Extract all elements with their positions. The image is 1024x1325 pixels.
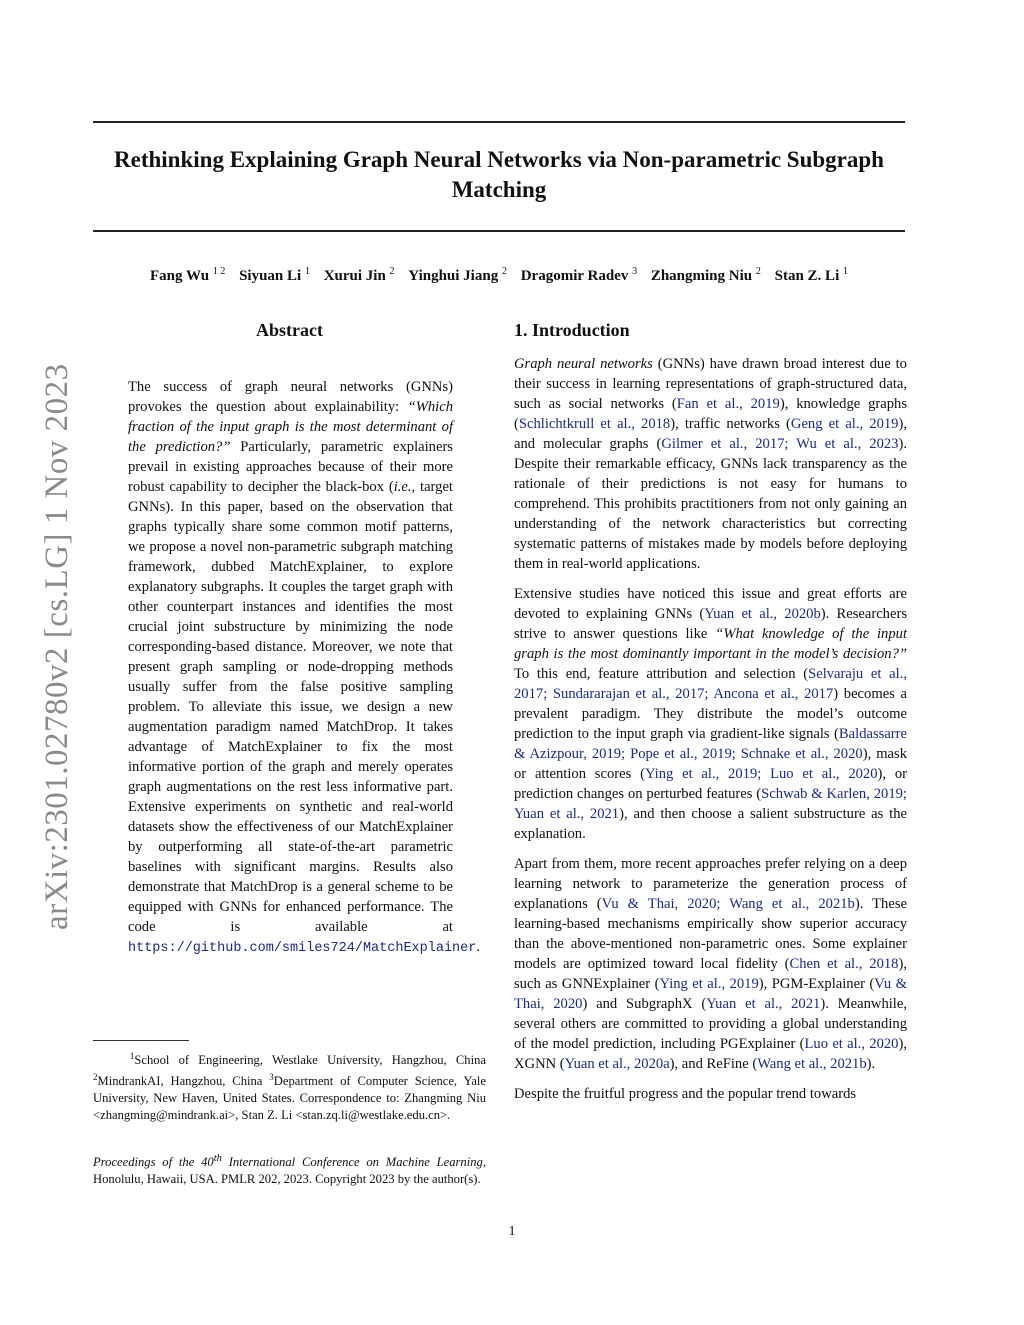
citation-link[interactable]: Chen et al., 2018 — [789, 956, 899, 972]
citation-link[interactable]: Yuan et al., 2020a — [564, 1056, 670, 1072]
intro-paragraph-4: Despite the fruitful progress and the popular trend towards — [514, 1086, 857, 1102]
title-bottom-rule — [93, 230, 905, 232]
citation-link[interactable]: Selvaraju et al., 2017; Sundararajan et al., 2017; Ancona et al., 2017 — [514, 666, 907, 702]
citation-link[interactable]: Fan et al., 2019 — [676, 396, 780, 412]
author: Dragomir Radev $^3$ — [520, 266, 638, 284]
right-column — [514, 320, 907, 1114]
author: Yinghui Jiang $^2$ — [408, 266, 507, 284]
abstract-heading: Abstract — [256, 320, 323, 340]
citation-link[interactable]: Vu & Thai, 2020 — [514, 976, 907, 1012]
author: Zhangming Niu $^2$ — [650, 266, 761, 284]
abstract-text: The success of graph neural networks (GNNs) provokes the question about explainability: “Which fraction of the input graph is the most determinant of the prediction?” Particularly, parametric explainers prevail in existing approaches because of their more robust capability to decipher the black-box (i.e., target GNNs). In this paper, based on the observation that graphs typically share some common motif patterns, we propose a novel non-parametric subgraph matching framework, dubbed MatchExplainer, to explore explanatory subgraphs. It couples the target graph with other counterpart instances and identifies the most crucial joint substructure by minimizing the node corresponding-based distance. Moreover, we note that present graph sampling or node-dropping methods usually suffer from the false positive sampling problem. To alleviate this issue, we design a new augmentation paradigm named MatchDrop. It takes advantage of MatchExplainer to fix the most informative portion of the graph and merely operates graph augmentations on the rest less informative part. Extensive experiments on synthetic and real-world datasets show the effectiveness of our MatchExplainer by outperforming all state-of-the-art parametric baselines with significant margins. Results also demonstrate that MatchDrop is a general scheme to be equipped with GNNs for enhanced performance. The code is available at https://github.com/smiles724/MatchExplainer. — [128, 379, 481, 956]
footnote-rule — [93, 1040, 189, 1041]
arxiv-stamp: arXiv:2301.02780v2 [cs.LG] 1 Nov 2023 — [39, 363, 75, 930]
citation-link[interactable]: Ying et al., 2019; Luo et al., 2020 — [644, 766, 878, 782]
title-top-rule — [93, 121, 905, 123]
page-number: 1 — [508, 1224, 516, 1239]
proceedings-note: Proceedings of the 40th International Conference on Machine Learning, Honolulu, Hawaii, USA. PMLR 202, 2023. Copyright 2023 by the author(s). — [93, 1153, 486, 1187]
author: Stan Z. Li $^1$ — [774, 266, 848, 284]
citation-link[interactable]: Schlichtkrull et al., 2018 — [518, 416, 671, 432]
citation-link[interactable]: Yuan et al., 2020b — [704, 606, 821, 622]
citation-link[interactable]: Baldassarre & Azizpour, 2019; Pope et al., 2019; Schnake et al., 2020 — [514, 726, 907, 762]
citation-link[interactable]: Schwab & Karlen, 2019; Yuan et al., 2021 — [514, 786, 907, 822]
citation-link[interactable]: Gilmer et al., 2017; Wu et al., 2023 — [661, 436, 899, 452]
intro-paragraph-2: Extensive studies have noticed this issue and great efforts are devoted to explaining GNNs (Yuan et al., 2020b). Researchers strive to answer questions like “What knowledge of the input graph is the most dominantly important in the model’s decision?” To this end, feature attribution and selection (Selvaraju et al., 2017; Sundararajan et al., 2017; Ancona et al., 2017) becomes a prevalent paradigm. They distribute the model’s outcome prediction to the input graph via gradient-like signals (Baldassarre & Azizpour, 2019; Pope et al., 2019; Schnake et al., 2020), mask or attention scores (Ying et al., 2019; Luo et al., 2020), or prediction changes on perturbed features (Schwab & Karlen, 2019; Yuan et al., 2021), and then choose a salient substructure as the explanation. — [514, 586, 907, 842]
author-list — [93, 266, 905, 285]
citation-link[interactable]: Vu & Thai, 2020; Wang et al., 2021b — [601, 896, 855, 912]
left-column — [93, 320, 486, 959]
code-link[interactable]: https://github.com/smiles724/MatchExplainer — [128, 941, 477, 956]
affiliation-footnotes: $^1$School of Engineering, Westlake University, Hangzhou, China $^2$MindrankAI, Hangzhou, China $^3$Department of Computer Science, Yale University, New Haven, United States. Correspondence to: Zhangming Niu <zhangming@mindrank.ai>, Stan Z. Li <stan.zq.li@westlake.edu.cn>. — [93, 1051, 487, 1123]
citation-link[interactable]: Yuan et al., 2021 — [706, 996, 821, 1012]
citation-link[interactable]: Ying et al., 2019 — [659, 976, 759, 992]
author: Fang Wu $^{1 2}$ — [150, 266, 226, 284]
author: Siyuan Li $^1$ — [239, 266, 310, 284]
citation-link[interactable]: Geng et al., 2019 — [790, 416, 899, 432]
author: Xurui Jin $^2$ — [323, 266, 395, 284]
paper-title: Rethinking Explaining Graph Neural Networks via Non-parametric Subgraph Matching — [114, 147, 884, 202]
intro-paragraph-1: Graph neural networks (GNNs) have drawn broad interest due to their success in learning representations of graph-structured data, such as social networks (Fan et al., 2019), knowledge graphs (Schlichtkrull et al., 2018), traffic networks (Geng et al., 2019), and molecular graphs (Gilmer et al., 2017; Wu et al., 2023). Despite their remarkable efficacy, GNNs lack transparency as the rationale of their predictions is not easy for humans to comprehend. This prohibits practitioners from not only gaining an understanding of the network characteristics but correcting systematic patterns of mistakes made by models before deploying them in real-world applications. — [514, 356, 908, 572]
citation-link[interactable]: Luo et al., 2020 — [804, 1036, 899, 1052]
citation-link[interactable]: Wang et al., 2021b — [757, 1056, 867, 1072]
intro-paragraph-3: Apart from them, more recent approaches prefer relying on a deep learning network to parameterize the generation process of explanations (Vu & Thai, 2020; Wang et al., 2021b). These learning-based mechanisms empirically show superior accuracy than the above-mentioned non-parametric ones. Some explainer models are optimized toward local fidelity (Chen et al., 2018), such as GNNExplainer (Ying et al., 2019), PGM-Explainer (Vu & Thai, 2020) and SubgraphX (Yuan et al., 2021). Meanwhile, several others are committed to providing a global understanding of the model prediction, including PGExplainer (Luo et al., 2020), XGNN (Yuan et al., 2020a), and ReFine (Wang et al., 2021b). — [514, 856, 907, 1072]
introduction-heading: 1. Introduction — [514, 320, 630, 340]
